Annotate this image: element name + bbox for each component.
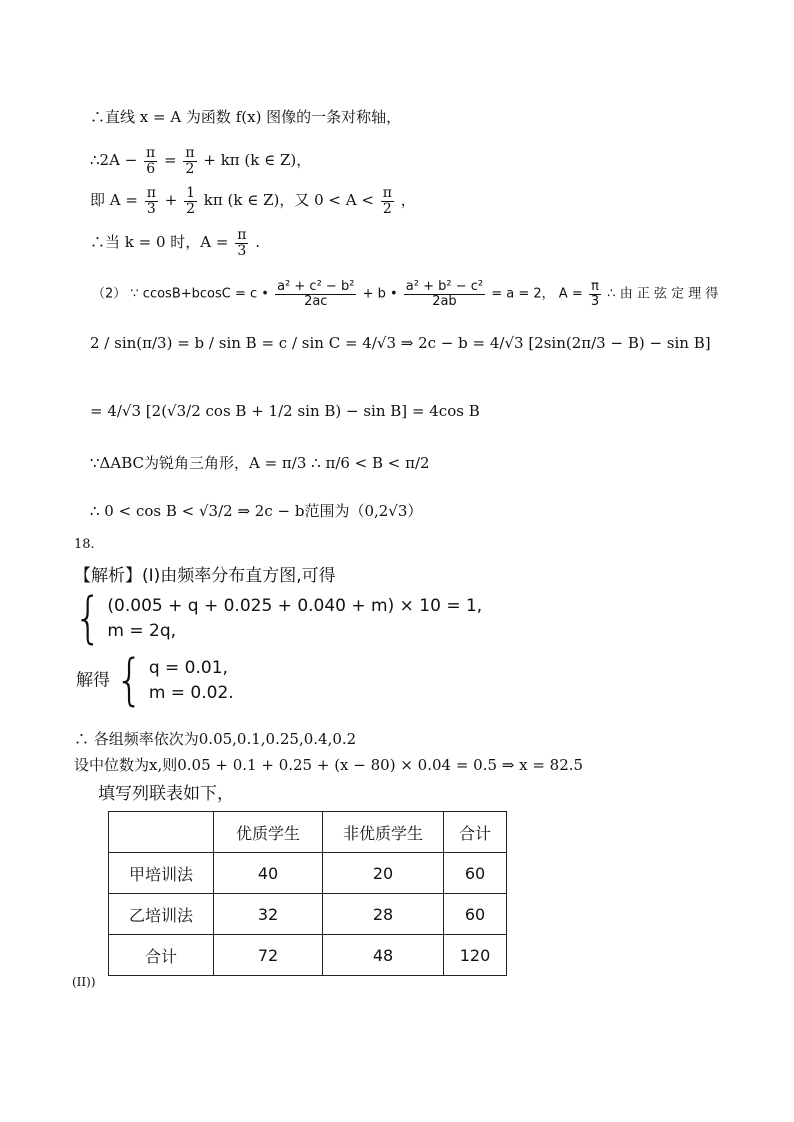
- k-zero-text: ∴当 k = 0 时，A =: [90, 233, 229, 252]
- part-II-label: (II)): [72, 975, 96, 989]
- solution-q: q = 0.01,: [148, 658, 228, 678]
- table-cell: 48: [323, 935, 444, 976]
- question-number: 18.: [74, 537, 95, 552]
- fraction-pi-over-2: $\frac{\pi}{2}$: [185, 145, 195, 177]
- table-row: [109, 935, 507, 976]
- sine-law-lead: ∴ 由 正 弦 定 理 得: [607, 286, 719, 302]
- frequency-line: ∴ 各组频率依次为0.05,0.1,0.25,0.4,0.2: [74, 730, 357, 748]
- table-cell: 乙培训法: [109, 894, 214, 935]
- cosine-law-eq: = a = 2， A =: [491, 286, 583, 302]
- table-cell: 28: [323, 894, 444, 935]
- table-header-row: [109, 812, 507, 853]
- table-cell: 72: [214, 935, 323, 976]
- expansion-line: = 4/√3 [2(√3/2 cos B + 1/2 sin B) − sin B] = 4cos B: [90, 402, 480, 420]
- symmetry-axis-line: ∴直线 x = A 为函数 f(x) 图像的一条对称轴，: [90, 108, 402, 126]
- cosine-law-mid: + b •: [362, 286, 398, 302]
- table-row: [109, 853, 507, 894]
- table-cell: 120: [444, 935, 507, 976]
- table-cell: 60: [444, 894, 507, 935]
- table-cell: 合计: [109, 935, 214, 976]
- solve-A-line: 即 A = $\frac{\pi}{3}$ + $\frac{1}{2}$ kπ (k ∈ Z)，又 0 < A < $\frac{\pi}{2}$ ，: [90, 185, 416, 217]
- fraction-pi-over-3c: $\frac{\pi}{3}$: [590, 279, 600, 309]
- table-header-cell: 优质学生: [214, 812, 323, 853]
- left-brace-icon: {: [115, 648, 144, 712]
- table-cell: 60: [444, 853, 507, 894]
- solution-system: [76, 648, 234, 712]
- fraction-cosC: $\frac{\text{a² + b² − c²}}{2ab}$: [405, 279, 484, 309]
- k-zero-line: ∴当 k = 0 时，A = $\frac{\pi}{3}$ .: [90, 227, 260, 259]
- fraction-cosB: $\frac{\text{a² + c² − b²}}{2ac}$: [277, 279, 355, 309]
- angle-equation-suffix: + kπ (k ∈ Z)，: [203, 151, 312, 170]
- fraction-pi-over-3: $\frac{\pi}{3}$: [146, 185, 156, 217]
- solve-A-prefix: 即 A =: [90, 191, 138, 210]
- contingency-table: [108, 811, 507, 976]
- table-row: [109, 894, 507, 935]
- analysis-heading: 【解析】(Ⅰ)由频率分布直方图,可得: [74, 566, 336, 586]
- solution-m: m = 0.02.: [148, 682, 234, 703]
- angle-equation-prefix: ∴2A −: [90, 151, 138, 170]
- cosine-law-line: [92, 280, 718, 308]
- equation-system: [74, 586, 483, 650]
- table-cell: 32: [214, 894, 323, 935]
- table-cell: 40: [214, 853, 323, 894]
- range-line: ∴ 0 < cos B < √3/2 ⇒ 2c − b范围为（0,2√3）: [90, 502, 423, 520]
- fraction-pi-over-2b: $\frac{\pi}{2}$: [382, 185, 392, 217]
- table-intro: 填写列联表如下，: [98, 784, 234, 804]
- table-header-cell: [109, 812, 214, 853]
- system-equation-1: (0.005 + q + 0.025 + 0.040 + m) × 10 = 1,: [107, 596, 483, 616]
- median-line: 设中位数为x,则0.05 + 0.1 + 0.25 + (x − 80) × 0.04 = 0.5 ⇒ x = 82.5: [74, 756, 584, 774]
- fraction-pi-over-3b: $\frac{\pi}{3}$: [237, 227, 247, 259]
- fraction-pi-over-6: $\frac{\pi}{6}$: [146, 145, 156, 177]
- sine-law-line: 2 / sin(π/3) = b / sin B = c / sin C = 4/√3 ⇒ 2c − b = 4/√3 [2sin(2π/3 − B) − sin B]: [90, 334, 711, 352]
- acute-triangle-line: ∵ΔABC为锐角三角形，A = π/3 ∴ π/6 < B < π/2: [90, 454, 430, 472]
- cosine-law-lead: （2） ∵ ccosB+bcosC = c •: [92, 286, 269, 302]
- table-header-cell: 合计: [444, 812, 507, 853]
- table-cell: 20: [323, 853, 444, 894]
- solve-label: 解得: [76, 670, 110, 691]
- system-equation-2: m = 2q,: [107, 620, 177, 641]
- left-brace-icon: {: [74, 586, 102, 650]
- angle-equation-line: ∴2A − $\frac{\pi}{6}$ = $\frac{\pi}{2}$ + kπ (k ∈ Z)，: [90, 145, 312, 177]
- fraction-1-over-2: $\frac{1}{2}$: [186, 185, 195, 217]
- solve-A-mid: kπ (k ∈ Z)，又 0 < A <: [203, 191, 374, 210]
- table-cell: 甲培训法: [109, 853, 214, 894]
- table-header-cell: 非优质学生: [323, 812, 444, 853]
